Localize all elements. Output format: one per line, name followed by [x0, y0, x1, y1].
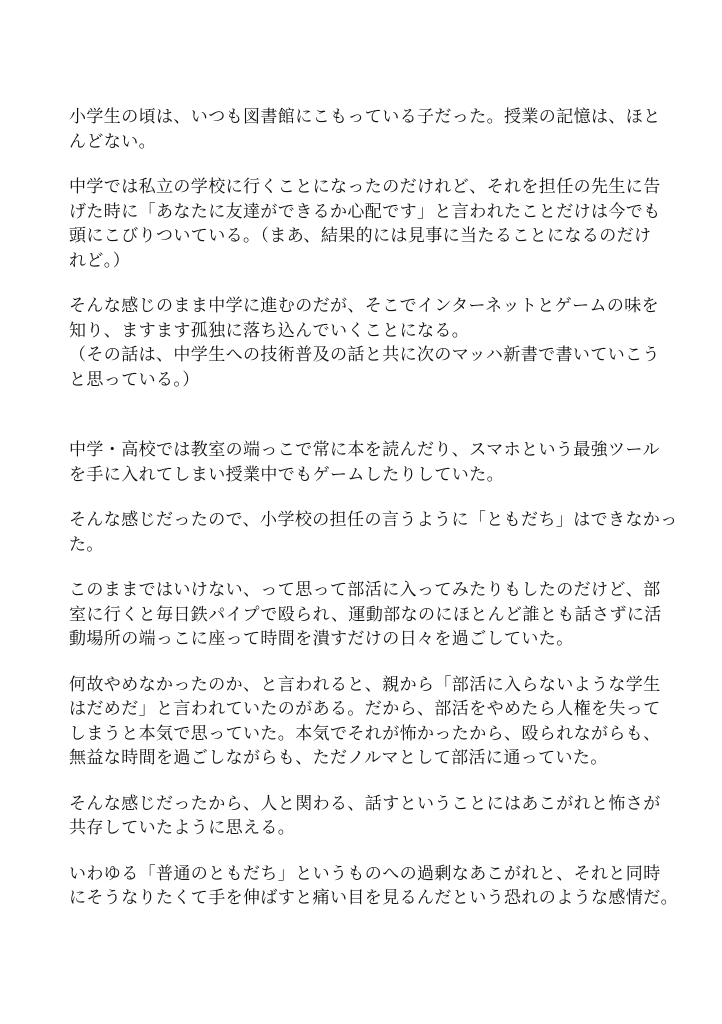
- text-line: と思っている。）: [69, 369, 200, 390]
- text-line: そんな感じだったから、人と関わる、話すということにはあこがれと怖さが: [69, 793, 661, 814]
- text-line: 中学では私立の学校に行くことになったのだけれど、それを担任の先生に告: [69, 177, 661, 197]
- text-line: 共存していたように思える。: [69, 818, 296, 838]
- paragraph-no-friends: [69, 508, 678, 557]
- document-page: [69, 105, 678, 932]
- text-line: にそうなりたくて手を伸ばすと痛い目を見るんだという恐れのような感情だ。: [69, 888, 678, 908]
- text-line: んどない。: [69, 131, 156, 152]
- text-line: げた時に「あなたに友達ができるか心配です」と言われたことだけは今でも: [69, 201, 661, 222]
- text-line: 小学生の頃は、いつも図書館にこもっている子だった。授業の記憶は、ほと: [69, 107, 661, 127]
- text-line: （その話は、中学生への技術普及の話と共に次のマッハ新書で書いていこう: [69, 345, 660, 365]
- text-line: 知り、ますます孤独に落ち込んでいくことになる。: [69, 320, 470, 341]
- paragraph-classroom-corner: [69, 438, 659, 487]
- paragraph-why-not-quit: [69, 673, 659, 771]
- text-line: そんな感じだったので、小学校の担任の言うように「ともだち」はできなかっ: [69, 510, 678, 530]
- text-line: 無益な時間を過ごしながらも、ただノルマとして部活に通っていた。: [69, 748, 608, 768]
- paragraph-club-activities: [69, 578, 662, 652]
- text-line: はだめだ」と言われていたのがある。だから、部活をやめたら人権を失って: [69, 699, 661, 719]
- text-line: 動場所の端っこに座って時間を潰すだけの日々を過ごしていた。: [69, 629, 574, 649]
- text-line: このままではいけない、って思って部活に入ってみたりもしたのだけど、部: [69, 580, 661, 600]
- text-line: 室に行くと毎日鉄パイプで殴られ、運動部なのにほとんど誰とも話さずに活: [69, 604, 662, 625]
- text-line: いわゆる「普通のともだち」というものへの過剰なあこがれと、それと同時: [69, 863, 661, 884]
- text-line: しまうと本気で思っていた。本気でそれが怖かったから、殴られながらも、: [69, 723, 661, 744]
- text-line: 中学・高校では教室の端っこで常に本を読んだり、スマホという最強ツール: [69, 440, 660, 460]
- text-line: た。: [69, 534, 104, 555]
- paragraph-ordinary-friends: [69, 862, 678, 911]
- paragraph-internet-and-games: [69, 294, 659, 392]
- text-line: そんな感じのまま中学に進むのだが、そこでインターネットとゲームの味を: [69, 296, 660, 316]
- text-line: 何故やめなかったのか、と言われると、親から「部活に入らないような学生: [69, 674, 661, 695]
- text-line: を手に入れてしまい授業中でもゲームしたりしていた。: [69, 464, 504, 485]
- text-line: 頭にこびりついている。（まあ、結果的には見事に当たることになるのだけ: [69, 226, 652, 246]
- paragraph-longing-and-fear: [69, 792, 659, 841]
- section-gap: [69, 413, 659, 438]
- text-line: れど。）: [69, 250, 131, 271]
- paragraph-junior-high-entry: [69, 175, 659, 273]
- paragraph-elementary-school: [69, 105, 659, 154]
